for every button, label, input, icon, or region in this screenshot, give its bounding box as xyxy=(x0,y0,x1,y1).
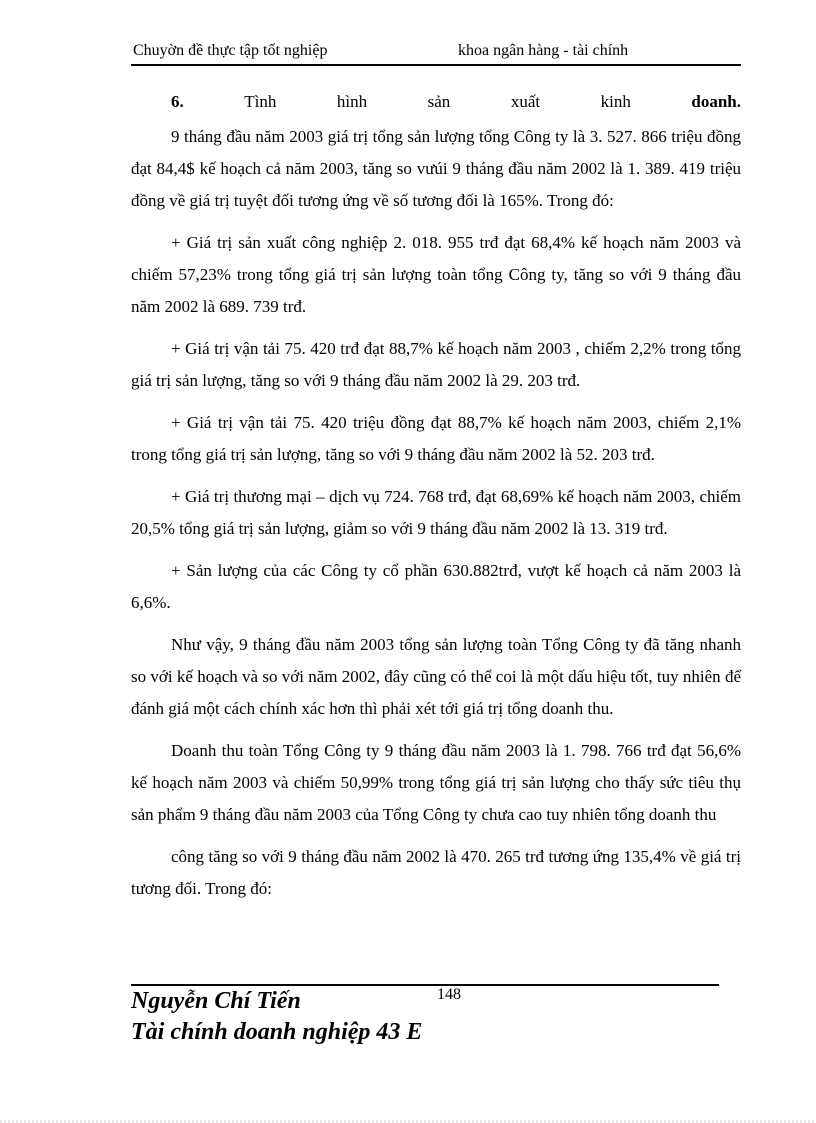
body-paragraph: Doanh thu toàn Tổng Công ty 9 tháng đầu năm 2003 là 1. 798. 766 trđ đạt 56,6% kế hoạch năm 2003 và chiếm 50,99% trong tổng giá trị sản lượng cho thấy sức tiêu thụ sản phẩm 9 tháng đầu năm 2003 của Tổng Công ty chưa cao tuy nhiên tổng doanh thu xyxy=(131,741,741,824)
bullet-paragraph: + Giá trị sản xuất công nghiệp 2. 018. 955 trđ đạt 68,4% kế hoạch năm 2003 và chiếm 57,23% trong tổng giá trị sản lượng toàn tổng Công ty, tăng so với 9 tháng đầu năm 2002 là 689. 739 trđ. xyxy=(131,233,741,316)
section-word: doanh. xyxy=(691,92,741,111)
section-word: sản xyxy=(427,92,451,111)
footer-author: Nguyễn Chí Tiến xyxy=(131,988,301,1014)
bullet-paragraph: + Giá trị vận tải 75. 420 trđ đạt 88,7% kế hoạch năm 2003 , chiếm 2,2% trong tổng giá trị sản lượng, tăng so với 9 tháng đầu năm 2002 là 29. 203 trđ. xyxy=(131,339,741,390)
body-paragraph: công tăng so với 9 tháng đầu năm 2002 là 470. 265 trđ tương ứng 135,4% về giá trị tương đối. Trong đó: xyxy=(131,847,741,898)
bullet-paragraph: + Sản lượng của các Công ty cổ phần 630.882trđ, vượt kế hoạch cả năm 2003 là 6,6%. xyxy=(131,561,741,612)
section-heading xyxy=(131,86,741,118)
body-paragraph: Như vậy, 9 tháng đầu năm 2003 tổng sản lượng toàn Tổng Công ty đã tăng nhanh so với kế hoạch và so với năm 2002, đây cũng có thể coi là một dấu hiệu tốt, tuy nhiên để đánh giá một cách chính xác hơn thì phải xét tới giá trị tổng doanh thu. xyxy=(131,635,741,718)
bullet-paragraph: + Giá trị thương mại – dịch vụ 724. 768 trđ, đạt 68,69% kế hoạch năm 2003, chiếm 20,5% tổng giá trị sản lượng, giảm so với 9 tháng đầu năm 2002 là 13. 319 trđ. xyxy=(131,487,741,538)
bullet-paragraph: + Giá trị vận tải 75. 420 triệu đồng đạt 88,7% kế hoạch năm 2003, chiếm 2,1% trong tổng giá trị sản lượng, tăng so với 9 tháng đầu năm 2002 là 52. 203 trđ. xyxy=(131,413,741,464)
body-paragraph: 9 tháng đầu năm 2003 giá trị tổng sản lượng tổng Công ty là 3. 527. 866 triệu đồng đạt 84,4$ kế hoạch cả năm 2003, tăng so vưúi 9 tháng đầu năm 2002 là 1. 389. 419 triệu đồng về giá trị tuyệt đối tương ứng về số tương đối là 165%. Trong đó: xyxy=(131,127,741,210)
section-number: 6. xyxy=(171,92,184,111)
section-word: xuất xyxy=(510,92,541,111)
header-faculty: khoa ngân hàng - tài chính xyxy=(458,42,629,59)
header-thesis-title: Chuyờn đề thực tập tốt nghiệp xyxy=(133,42,328,59)
page-number: 148 xyxy=(437,986,461,1003)
section-word: hình xyxy=(336,92,368,111)
footer-class: Tài chính doanh nghiệp 43 E xyxy=(131,1019,423,1045)
page-body xyxy=(131,86,741,909)
section-word: Tình xyxy=(244,92,277,111)
page-header xyxy=(131,40,741,66)
section-word: kinh xyxy=(600,92,631,111)
